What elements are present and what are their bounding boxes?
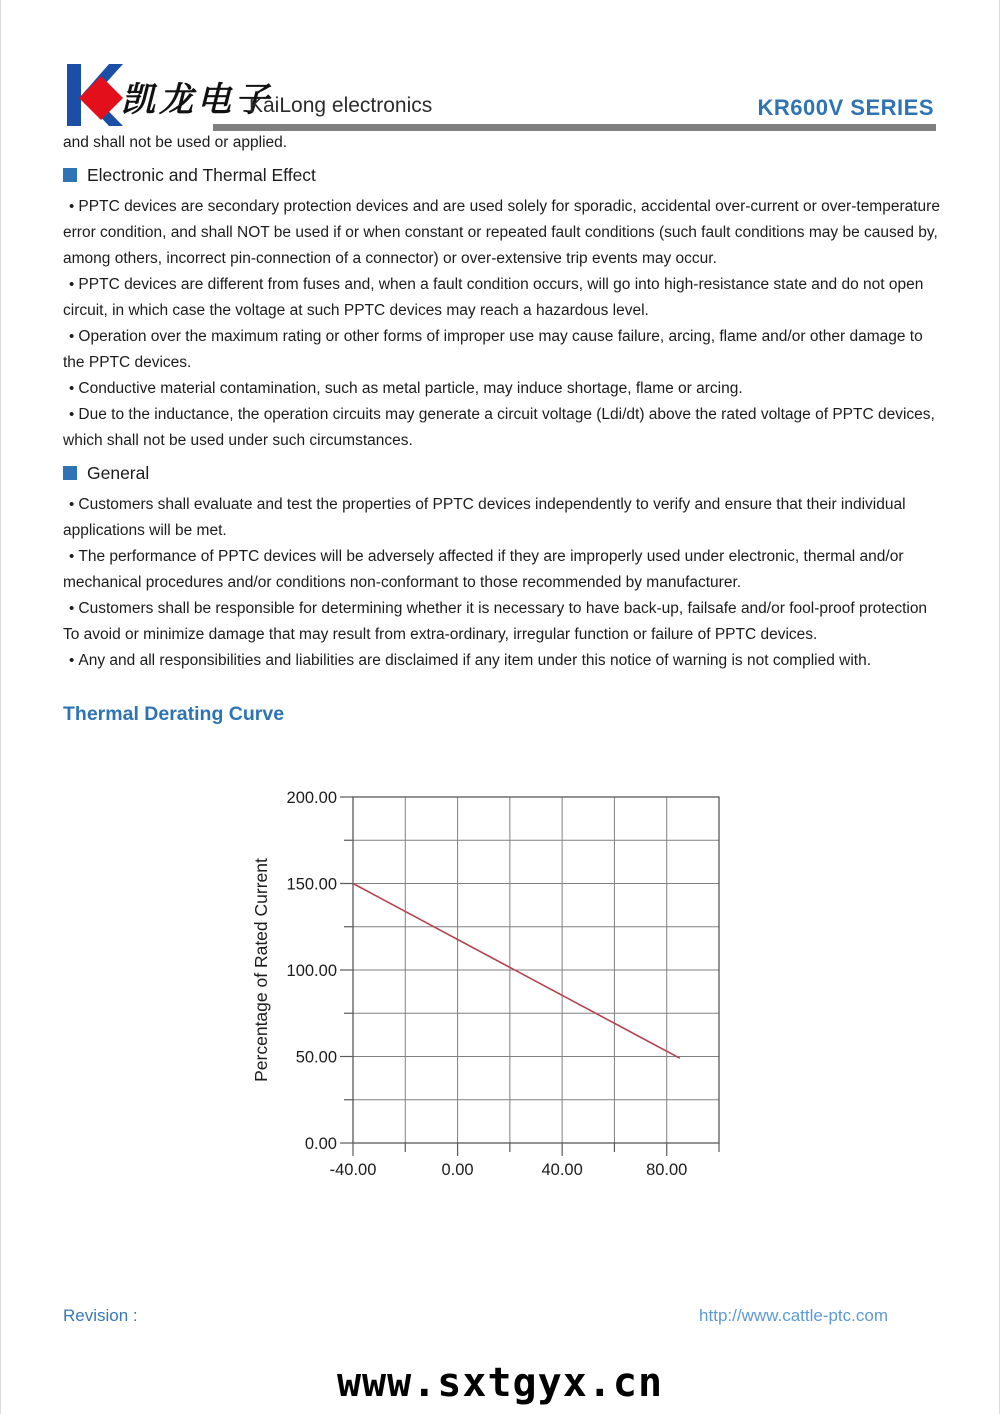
section-title: Electronic and Thermal Effect xyxy=(87,165,316,185)
brand-name-english: KaiLong electronics xyxy=(249,94,433,117)
y-tick-label: 50.00 xyxy=(295,1048,337,1067)
y-axis-title: Percentage of Rated Current xyxy=(251,858,271,1082)
y-tick-label: 200.00 xyxy=(286,789,337,807)
bullet-item: • PPTC devices are secondary protection devices and are used solely for sporadic, accidental over-current or over-temperature error condition, and shall NOT be used if or when constant or repeated fault conditions (such fault conditions may be caused by, among others, incorrect pin-connection of a connector) or over-extensive trip events may occur. xyxy=(63,194,941,272)
bullet-item: • PPTC devices are different from fuses and, when a fault condition occurs, will go into high-resistance state and do not open circuit, in which case the voltage at such PPTC devices may reach a hazardous level. xyxy=(63,272,941,324)
section-title: General xyxy=(87,463,150,483)
thermal-derating-line xyxy=(353,884,680,1059)
section-heading-general xyxy=(63,460,941,486)
bullet-item: • Customers shall evaluate and test the properties of PPTC devices independently to verify and ensure that their individual applications will be met. xyxy=(63,492,941,544)
x-tick-label: 80.00 xyxy=(646,1161,688,1179)
bullet-item: • Any and all responsibilities and liabilities are disclaimed if any item under this notice of warning is not complied with. xyxy=(63,648,941,674)
warning-text-block xyxy=(63,130,941,674)
x-tick-label: 0.00 xyxy=(441,1161,474,1179)
bullet-item: • Operation over the maximum rating or other forms of improper use may cause failure, arcing, flame and/or other damage to the PPTC devices. xyxy=(63,324,941,376)
bullet-item: • Customers shall be responsible for determining whether it is necessary to have back-up, failsafe and/or fool-proof protection To avoid or minimize damage that may result from extra-ordinary, irregular function or failure of PPTC devices. xyxy=(63,596,941,648)
bullet-item: • The performance of PPTC devices will be adversely affected if they are improperly used under electronic, thermal and/or mechanical procedures and/or conditions non-conformant to those recommended by manufacturer. xyxy=(63,544,941,596)
section-heading-electronic-thermal xyxy=(63,162,941,188)
bullet-item: • Due to the inductance, the operation circuits may generate a circuit voltage (Ldi/dt) above the rated voltage of PPTC devices, which shall not be used under such circumstances. xyxy=(63,402,941,454)
section-square-icon xyxy=(63,168,77,182)
y-tick-label: 100.00 xyxy=(286,962,337,980)
y-tick-label: 0.00 xyxy=(304,1135,337,1153)
revision-label: Revision : xyxy=(63,1306,138,1325)
y-tick-label: 150.00 xyxy=(286,875,337,894)
kailong-logo-icon xyxy=(61,62,125,128)
x-tick-label: -40.00 xyxy=(329,1161,377,1179)
thermal-derating-chart xyxy=(251,780,751,1200)
section-square-icon xyxy=(63,466,77,480)
bullet-item: • Conductive material contamination, such as metal particle, may induce shortage, flame or arcing. xyxy=(63,376,941,402)
x-tick-label: 40.00 xyxy=(541,1161,583,1179)
brand-name-chinese: 凯龙电子 xyxy=(121,80,273,120)
chart-section-title: Thermal Derating Curve xyxy=(63,703,285,725)
derating-chart-svg xyxy=(251,780,751,1200)
series-title: KR600V SERIES xyxy=(757,95,934,120)
website-link[interactable]: http://www.cattle-ptc.com xyxy=(699,1306,888,1325)
intro-line: and shall not be used or applied. xyxy=(63,134,288,151)
watermark-text: www.sxtgyx.cn xyxy=(336,1360,664,1406)
